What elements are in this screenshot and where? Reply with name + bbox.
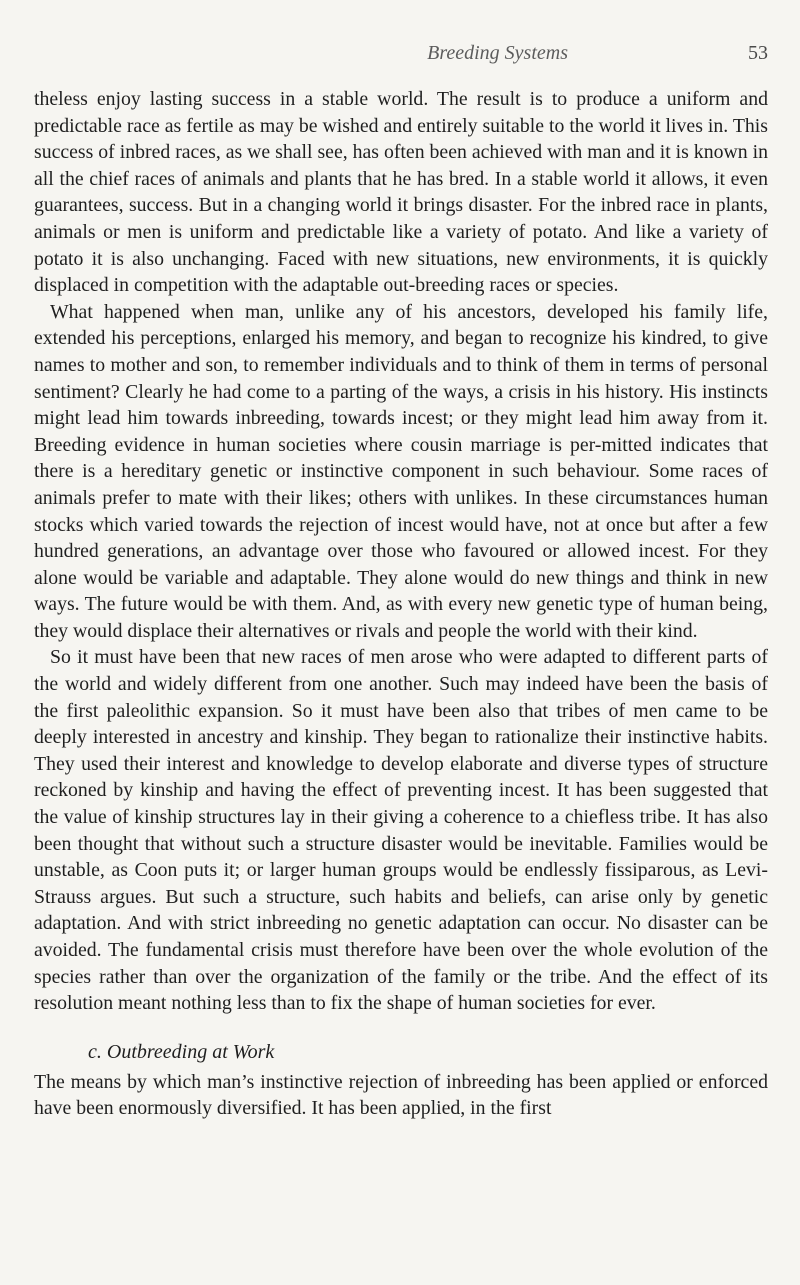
paragraph-continuation: theless enjoy lasting success in a stable world. The result is to produce a uniform and predictable race as fertile as may be wished and entirely suitable to the world it lives in. This success of inbred races, as we shall see, has often been achieved with man and it is known in all the chief races of animals and plants that he has bred. In a stable world it allows, it even guarantees, success. But in a changing world it brings disaster. For the inbred race in plants, animals or men is uniform and predictable like a variety of potato. And like a variety of potato it is also unchanging. Faced with new situations, new environments, it is quickly displaced in competition with the adaptable out-breeding races or species. (34, 88, 768, 297)
paragraph: So it must have been that new races of men arose who were adapted to different parts of the world and widely different from one another. Such may indeed have been the basis of the first paleolithic expansion. So it must have been also that tribes of men came to be deeply interested in ancestry and kinship. They began to rationalize their instinctive habits. They used their interest and knowledge to develop elaborate and diverse types of structure reckoned by kinship and having the effect of preventing incest. It has been suggested that the value of kinship structures lay in their giving a coherence to a chiefless tribe. It has also been thought that without such a structure disaster would be inevitable. Families would be unstable, as Coon puts it; or larger human groups would be endlessly fissiparous, as Levi-Strauss argues. But such a structure, such habits and beliefs, can arise only by genetic adaptation. And with strict inbreeding no genetic adaptation can occur. No disaster can be avoided. The fundamental crisis must therefore have been over the whole evolution of the species rather than over the organization of the family or the tribe. And the effect of its resolution meant nothing less than to fix the shape of human societies for ever. (34, 646, 768, 1015)
page-number: 53 (748, 42, 768, 64)
section-heading: c. Outbreeding at Work (88, 1040, 275, 1063)
running-header (34, 42, 768, 72)
paragraph: What happened when man, unlike any of his ancestors, developed his family life, extended his perceptions, enlarged his memory, and began to recognize his kindred, to give names to mother and son, to remember individuals and to think of them in terms of personal sentiment? Clearly he had come to a parting of the ways, a crisis in his history. His instincts might lead him towards inbreeding, towards incest; or they might lead him away from it. Breeding evidence in human societies where cousin marriage is per-mitted indicates that there is a hereditary genetic or instinctive component in such behaviour. Some races of animals prefer to mate with their likes; others with unlikes. In these circumstances human stocks which varied towards the rejection of incest would have, not at once but after a few hundred generations, an advantage over those who favoured or allowed incest. For they alone would be variable and adaptable. They alone would do new things and think in new ways. The future would be with them. And, as with every new genetic type of human being, they would displace their alternatives or rivals and people the world with their kind. (34, 300, 768, 642)
section-paragraph: The means by which man’s instinctive rejection of inbreeding has been applied or enforced have been enormously diversified. It has been applied, in the first (34, 1070, 768, 1120)
running-title: Breeding Systems (427, 42, 568, 64)
body-text (34, 86, 768, 1122)
